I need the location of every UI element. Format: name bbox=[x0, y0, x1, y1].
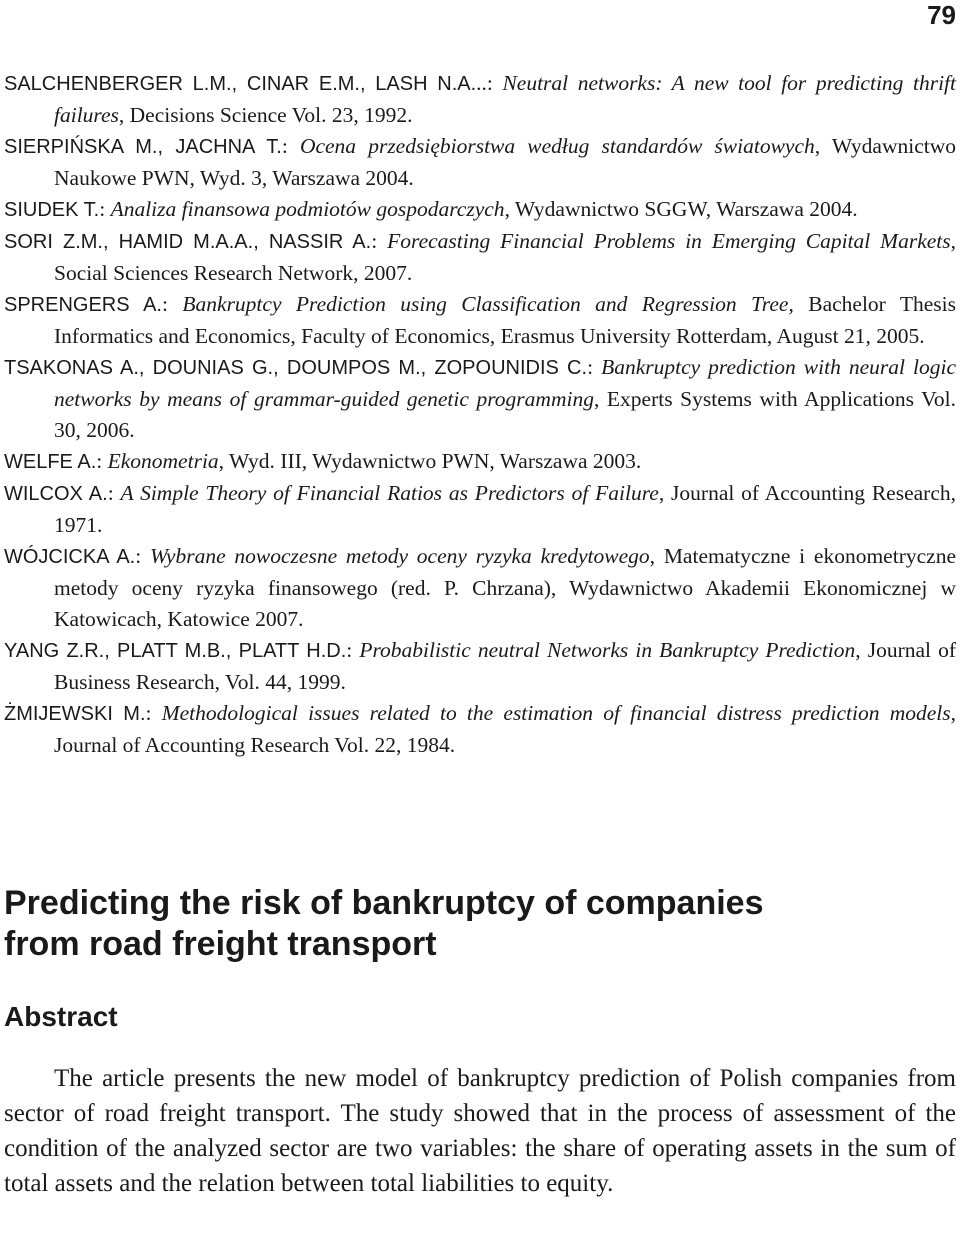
article-title bbox=[4, 883, 904, 965]
reference-item bbox=[4, 478, 956, 541]
reference-details: , Journal of Accounting Research Vol. 22, 1984. bbox=[54, 701, 956, 757]
reference-authors: SIERPIŃSKA M., JACHNA T. bbox=[4, 136, 282, 158]
reference-separator: ..: bbox=[476, 71, 503, 95]
article-title-line-2: from road freight transport bbox=[4, 925, 437, 963]
reference-details: , Wydawnictwo Naukowe PWN, Wyd. 3, Warszawa 2004. bbox=[54, 134, 956, 190]
reference-item bbox=[4, 541, 956, 635]
reference-item bbox=[4, 446, 956, 478]
reference-separator: : bbox=[346, 638, 360, 662]
abstract-text: The article presents the new model of bankruptcy prediction of Polish companies from sector of road freight transport. The study showed that in the process of assessment of the condition of the analyzed sector are two variables: the share of operating assets in the sum of total assets and the relation between total liabilities to equity. bbox=[4, 1065, 956, 1197]
reference-item bbox=[4, 635, 956, 698]
reference-item bbox=[4, 131, 956, 194]
reference-details: , Decisions Science Vol. 23, 1992. bbox=[118, 103, 413, 127]
reference-separator: : bbox=[145, 701, 162, 725]
reference-title: Bankruptcy prediction with neural logic networks by means of grammar-guided genetic programming bbox=[54, 355, 956, 411]
reference-details: , Bachelor Thesis Informatics and Economics, Faculty of Economics, Erasmus University Rotterdam, August 21, 2005. bbox=[54, 292, 956, 348]
reference-separator: : bbox=[371, 229, 388, 253]
reference-authors: SALCHENBERGER L.M., CINAR E.M., LASH N.A. bbox=[4, 73, 477, 95]
reference-separator: : bbox=[135, 544, 150, 568]
reference-item bbox=[4, 226, 956, 289]
reference-title: A Simple Theory of Financial Ratios as Predictors of Failure bbox=[120, 481, 659, 505]
reference-authors: SIUDEK T. bbox=[4, 199, 100, 221]
reference-item bbox=[4, 194, 956, 226]
reference-separator: : bbox=[96, 449, 108, 473]
abstract-heading: Abstract bbox=[4, 1001, 118, 1032]
reference-details: , Matematyczne i ekonometryczne metody oceny ryzyka finansowego (red. P. Chrzana), Wydawnictwo Akademii Ekonomicznej w Katowicach, Katowice 2007. bbox=[54, 544, 956, 631]
reference-title: Forecasting Financial Problems in Emerging Capital Markets bbox=[387, 229, 951, 253]
reference-title: Ekonometria bbox=[107, 449, 219, 473]
reference-authors: WILCOX A. bbox=[4, 483, 108, 505]
reference-separator: : bbox=[99, 197, 111, 221]
reference-list bbox=[4, 68, 956, 761]
reference-item bbox=[4, 698, 956, 761]
reference-item bbox=[4, 289, 956, 352]
reference-details: , Journal of Business Research, Vol. 44, 1999. bbox=[54, 638, 957, 694]
reference-authors: SORI Z.M., HAMID M.A.A., NASSIR A. bbox=[4, 231, 372, 253]
reference-details: , Social Sciences Research Network, 2007. bbox=[54, 229, 956, 285]
reference-authors: WELFE A. bbox=[4, 451, 97, 473]
reference-title: Methodological issues related to the estimation of financial distress prediction models bbox=[161, 701, 951, 725]
reference-item bbox=[4, 68, 956, 131]
reference-separator: : bbox=[281, 134, 300, 158]
reference-authors: ŻMIJEWSKI M. bbox=[4, 703, 146, 725]
reference-title: Bankruptcy Prediction using Classification and Regression Tree bbox=[182, 292, 789, 316]
reference-item bbox=[4, 352, 956, 446]
reference-title: Ocena przedsiębiorstwa według standardów światowych bbox=[299, 134, 815, 158]
reference-separator: : bbox=[161, 292, 183, 316]
reference-authors: YANG Z.R., PLATT M.B., PLATT H.D. bbox=[4, 640, 347, 662]
reference-title: Analiza finansowa podmiotów gospodarczych bbox=[110, 197, 505, 221]
reference-details: , Wydawnictwo SGGW, Warszawa 2004. bbox=[504, 197, 858, 221]
reference-details: , Journal of Accounting Research, 1971. bbox=[54, 481, 956, 537]
reference-details: , Wyd. III, Wydawnictwo PWN, Warszawa 2003. bbox=[218, 449, 642, 473]
reference-authors: TSAKONAS A., DOUNIAS G., DOUMPOS M., ZOPOUNIDIS C. bbox=[4, 357, 588, 379]
reference-separator: : bbox=[587, 355, 602, 379]
reference-title: Probabilistic neutral Networks in Bankruptcy Prediction bbox=[359, 638, 856, 662]
article-title-line-1: Predicting the risk of bankruptcy of companies bbox=[4, 884, 764, 922]
reference-authors: SPRENGERS A. bbox=[4, 294, 162, 316]
reference-authors: WÓJCICKA A. bbox=[4, 546, 136, 568]
reference-title: Neutral networks: A new tool for predicting thrift failures bbox=[54, 71, 956, 127]
reference-separator: : bbox=[107, 481, 121, 505]
page-number: 79 bbox=[927, 0, 956, 30]
reference-details: , Experts Systems with Applications Vol. 30, 2006. bbox=[54, 387, 957, 442]
reference-title: Wybrane nowoczesne metody oceny ryzyka kredytowego bbox=[149, 544, 650, 568]
